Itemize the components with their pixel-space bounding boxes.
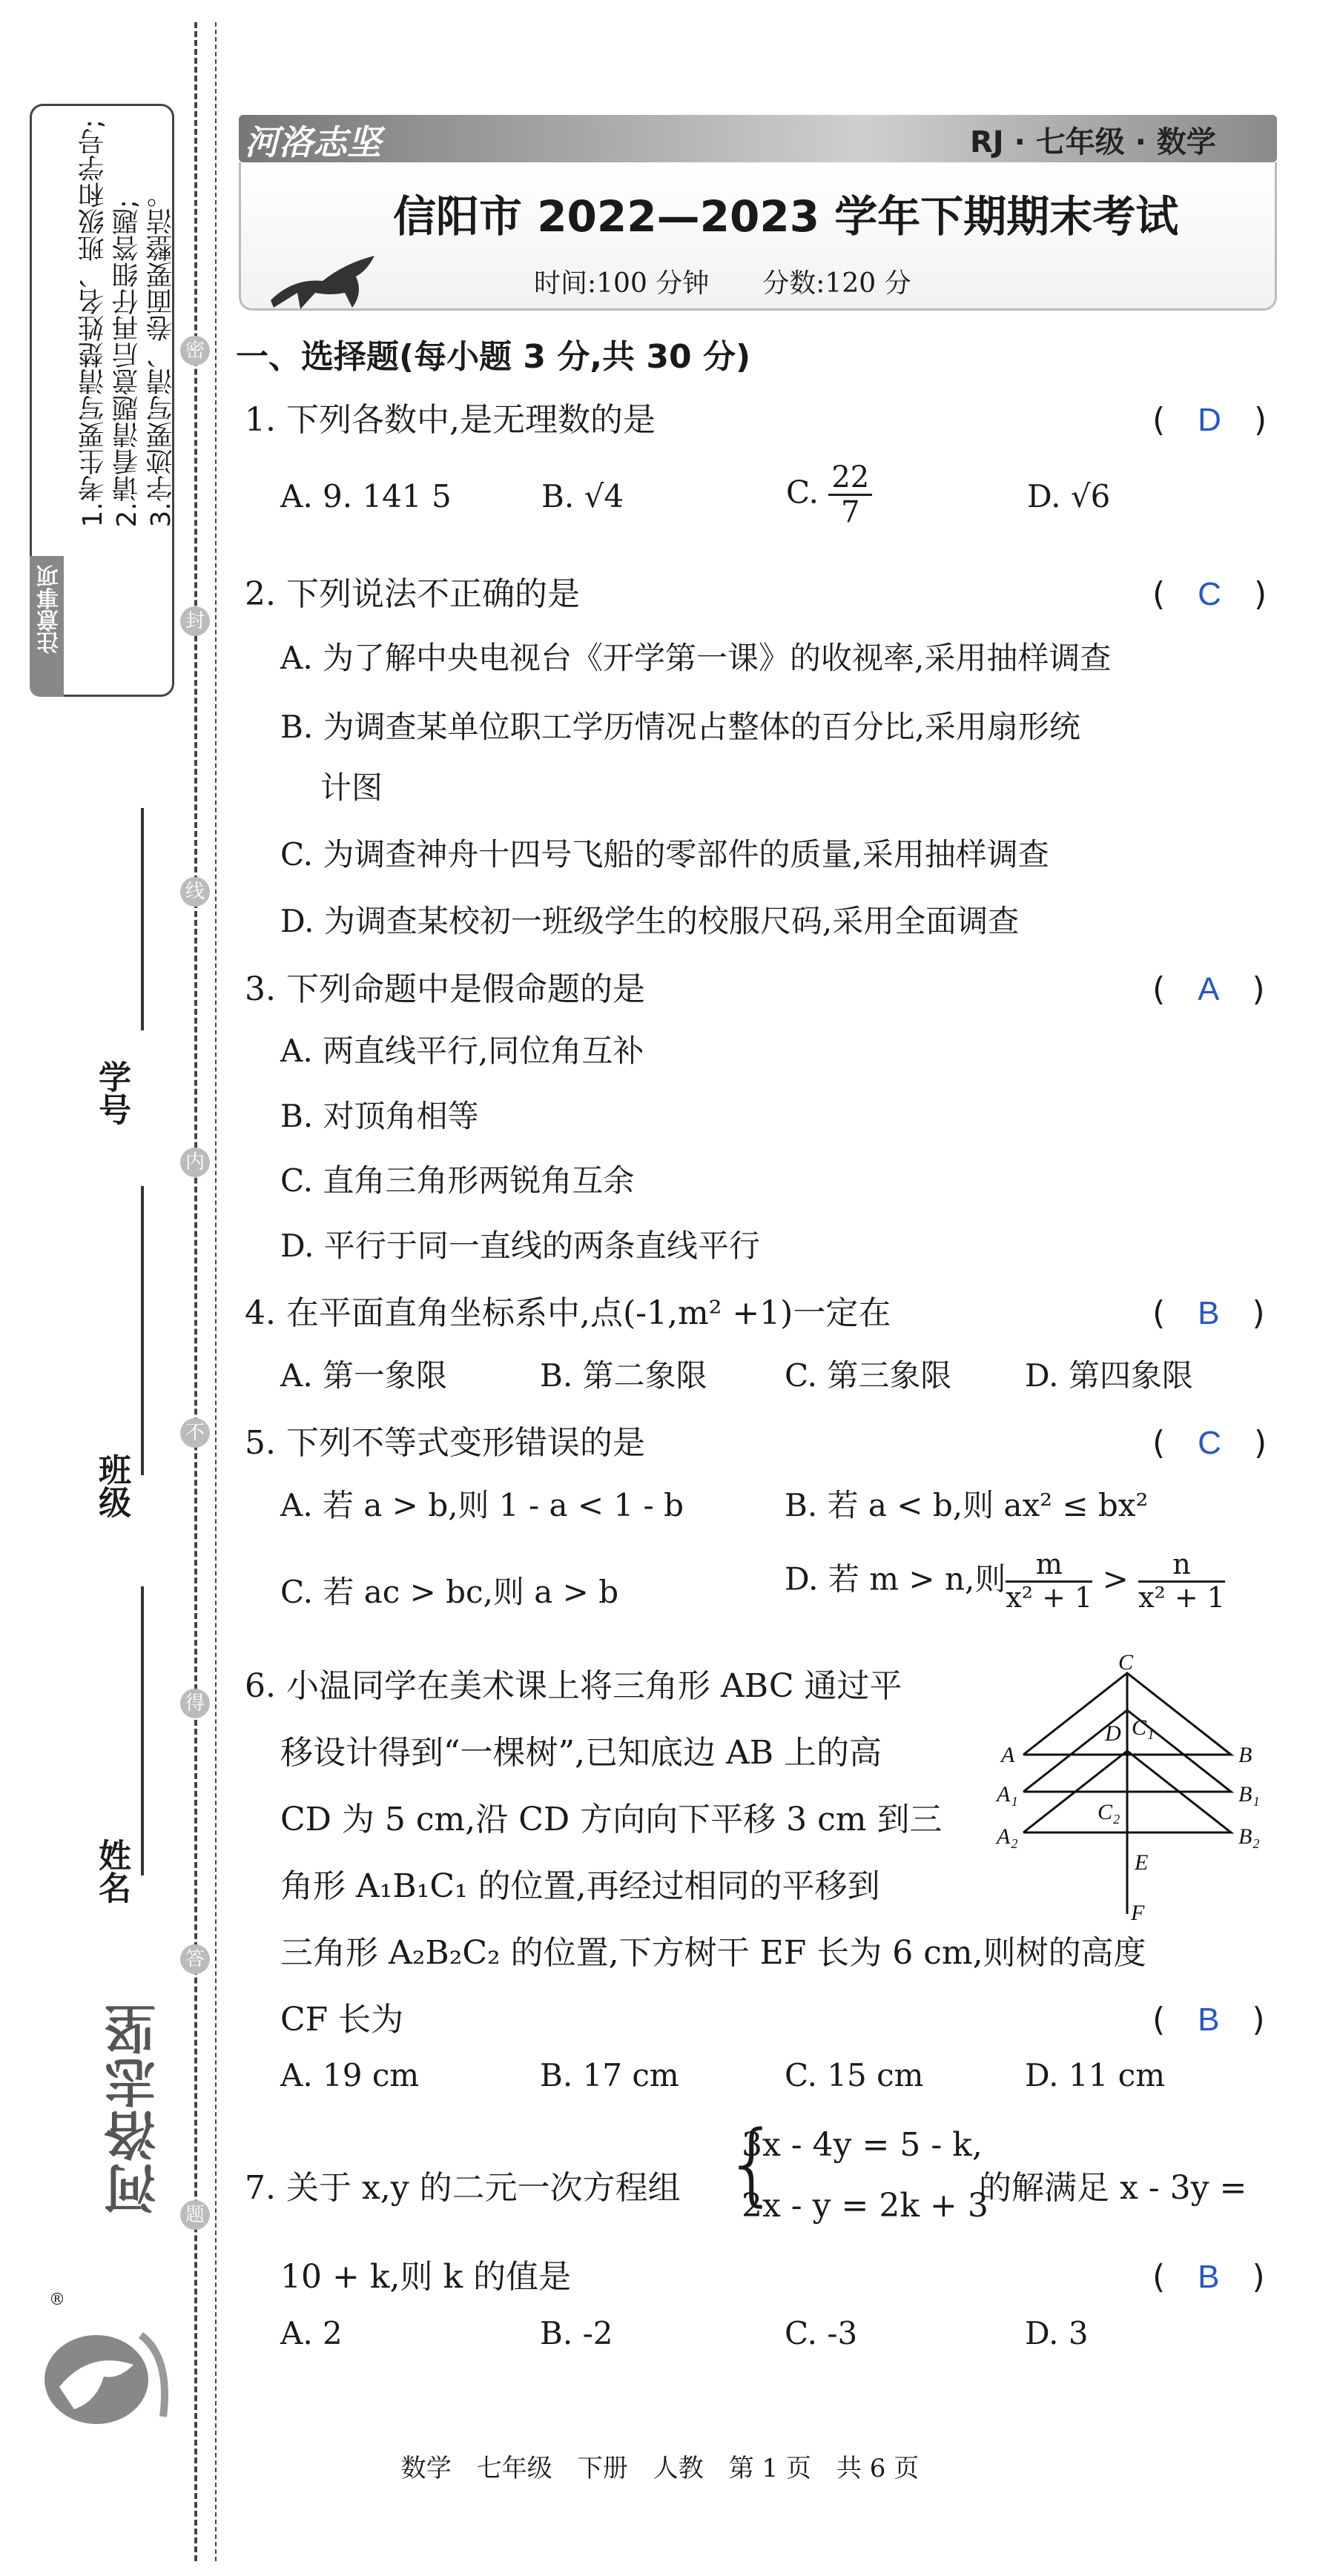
question-6-line-3: CD 为 5 cm,沿 CD 方向向下平移 3 cm 到三: [280, 1801, 943, 1838]
seal-char: 得: [180, 1689, 210, 1718]
seal-char: 内: [180, 1148, 210, 1177]
answer-2: C: [1198, 576, 1221, 612]
seal-char: 答: [180, 1944, 210, 1974]
option-4c: C. 第三象限: [785, 1357, 952, 1394]
option-2c: C. 为调查神舟十四号飞船的零部件的质量,采用抽样调查: [280, 836, 1049, 873]
option-6a: A. 19 cm: [280, 2057, 420, 2093]
question-2-stem: 2. 下列说法不正确的是: [245, 575, 580, 613]
option-4d: D. 第四象限: [1025, 1357, 1193, 1394]
question-3-stem: 3. 下列命题中是假命题的是: [245, 970, 645, 1008]
question-7-line-2: 10 + k,则 k 的值是: [280, 2258, 572, 2296]
answer-bracket: ( B ): [1152, 2258, 1265, 2296]
question-7-stem: 7. 关于 x,y 的二元一次方程组: [245, 2169, 681, 2207]
label-a: A: [1001, 1743, 1015, 1767]
class-line[interactable]: [141, 1186, 144, 1475]
option-7c: C. -3: [785, 2315, 858, 2351]
option-2b: B. 为调查某单位职工学历情况占整体的百分比,采用扇形统: [280, 709, 1080, 745]
answer-1: D: [1198, 402, 1221, 438]
answer-7: B: [1198, 2259, 1220, 2295]
exam-page: [222, 0, 1317, 2576]
exam-meta: 时间:100 分钟 分数:120 分: [534, 268, 911, 299]
binding-sidebar: [0, 0, 222, 2576]
option-3d: D. 平行于同一直线的两条直线平行: [280, 1228, 760, 1264]
label-b2: B₂: [1238, 1824, 1260, 1849]
answer-bracket: ( D ): [1152, 401, 1267, 439]
brand-logo: 河洛志坚: [245, 122, 381, 162]
option-1d: D. √6: [1027, 478, 1111, 514]
option-7a: A. 2: [280, 2315, 343, 2351]
equation-2: 2x - y = 2k + 3: [742, 2187, 988, 2225]
option-2a: A. 为了解中央电视台《开学第一课》的收视率,采用抽样调查: [280, 640, 1112, 676]
question-6-line-4: 角形 A₁B₁C₁ 的位置,再经过相同的平移到: [280, 1867, 880, 1905]
label-b1: B₁: [1238, 1782, 1260, 1807]
seal-char: 线: [180, 877, 210, 907]
series-tag: RJ · 七年级 · 数学: [970, 125, 1216, 159]
option-5b: B. 若 a < b,则 ax² ≤ bx²: [785, 1487, 1149, 1523]
option-2d: D. 为调查某校初一班级学生的校服尺码,采用全面调查: [280, 903, 1020, 939]
dashed-cut-line: [194, 22, 197, 2561]
option-7d: D. 3: [1025, 2315, 1089, 2351]
option-1c: C. $\frac{22}{7}$: [786, 461, 872, 529]
seal-char: 密: [180, 336, 210, 365]
option-4b: B. 第二象限: [540, 1357, 707, 1394]
option-3b: B. 对顶角相等: [280, 1098, 479, 1134]
notice-tag: 注意事项: [30, 556, 64, 697]
option-3c: C. 直角三角形两锐角互余: [280, 1162, 635, 1199]
question-1-stem: 1. 下列各数中,是无理数的是: [245, 401, 656, 439]
horse-logo-icon: [30, 2305, 178, 2439]
option-5a: A. 若 a > b,则 1 - a < 1 - b: [280, 1487, 684, 1523]
label-a1: A₁: [997, 1782, 1018, 1807]
registered-mark: ®: [49, 2291, 65, 2309]
class-label: 班级: [93, 1453, 131, 1518]
question-6-line-1: 6. 小温同学在美术课上将三角形 ABC 通过平: [245, 1667, 902, 1705]
section-heading: 一、选择题(每小题 3 分,共 30 分): [236, 338, 751, 376]
option-6c: C. 15 cm: [785, 2057, 924, 2093]
label-b: B: [1238, 1743, 1252, 1767]
label-a2: A₂: [997, 1824, 1018, 1849]
label-d: D: [1105, 1721, 1121, 1746]
tree-figure: [994, 1655, 1275, 1929]
label-c2: C₂: [1098, 1800, 1120, 1824]
label-c: C: [1118, 1655, 1134, 1675]
option-1b: B. √4: [541, 478, 624, 514]
answer-5: C: [1198, 1425, 1221, 1461]
option-4a: A. 第一象限: [280, 1357, 448, 1394]
answer-bracket: ( C ): [1152, 1424, 1267, 1462]
sidebar-logo: 河洛志坚: [104, 2001, 165, 2215]
seal-char: 题: [180, 2200, 210, 2230]
answer-6: B: [1198, 2001, 1220, 2038]
answer-bracket: ( B ): [1152, 1294, 1265, 1332]
student-id-line[interactable]: [141, 808, 144, 1030]
notice-box: [30, 104, 174, 697]
option-5c: C. 若 ac > bc,则 a > b: [280, 1574, 619, 1610]
horse-icon: [263, 248, 389, 311]
answer-bracket: ( B ): [1152, 2001, 1265, 2039]
notice-line-2: 2.请看清题意后再仔细答题;: [112, 199, 142, 528]
notice-line-1: 1.考生要写清楚姓名、班级和学号;: [78, 119, 108, 528]
equation-brace: {: [724, 2113, 781, 2216]
exam-title: 信阳市 2022—2023 学年下期期末考试: [393, 191, 1179, 242]
notice-line-3: 3.字迹要写清、卷面要整洁。: [146, 182, 176, 528]
question-6-line-6: CF 长为: [280, 2001, 404, 2039]
option-3a: A. 两直线平行,同位角互补: [280, 1033, 644, 1069]
question-6-line-5: 三角形 A₂B₂C₂ 的位置,下方树干 EF 长为 6 cm,则树的高度: [280, 1934, 1146, 1972]
notice-text: [76, 119, 179, 527]
label-e: E: [1135, 1850, 1149, 1875]
student-id-label: 学号: [93, 1060, 131, 1125]
name-label: 姓名: [93, 1838, 131, 1904]
question-7-stem-cont: 的解满足 x - 3y =: [979, 2169, 1247, 2207]
dashed-cut-line-outer: [215, 22, 217, 2561]
label-f: F: [1131, 1901, 1145, 1925]
equation-1: 3x - 4y = 5 - k,: [742, 2126, 983, 2164]
question-4-stem: 4. 在平面直角坐标系中,点(-1,m² +1)一定在: [245, 1294, 891, 1332]
name-line[interactable]: [141, 1586, 144, 1875]
question-6-line-2: 移设计得到“一棵树”,已知底边 AB 上的高: [280, 1734, 882, 1772]
seal-char: 封: [180, 606, 210, 636]
page-footer: 数学 七年级 下册 人教 第 1 页 共 6 页: [400, 2454, 920, 2483]
question-5-stem: 5. 下列不等式变形错误的是: [245, 1424, 645, 1462]
seal-char: 不: [180, 1418, 210, 1448]
answer-4: B: [1198, 1295, 1220, 1331]
option-5d: D. 若 m > n,则 $\frac{m}{\text{x² + 1}}$ > $\frac{n}{\text{x² + 1}}$: [785, 1548, 1225, 1614]
option-2b-cont: 计图: [320, 769, 383, 806]
option-1a: A. 9. 141 5: [280, 478, 452, 514]
answer-bracket: ( A ): [1152, 970, 1265, 1008]
label-c1: C₁: [1132, 1715, 1155, 1740]
answer-3: A: [1198, 971, 1220, 1007]
answer-bracket: ( C ): [1152, 575, 1267, 613]
option-7b: B. -2: [540, 2315, 613, 2351]
option-6d: D. 11 cm: [1025, 2057, 1166, 2093]
option-6b: B. 17 cm: [540, 2057, 679, 2093]
